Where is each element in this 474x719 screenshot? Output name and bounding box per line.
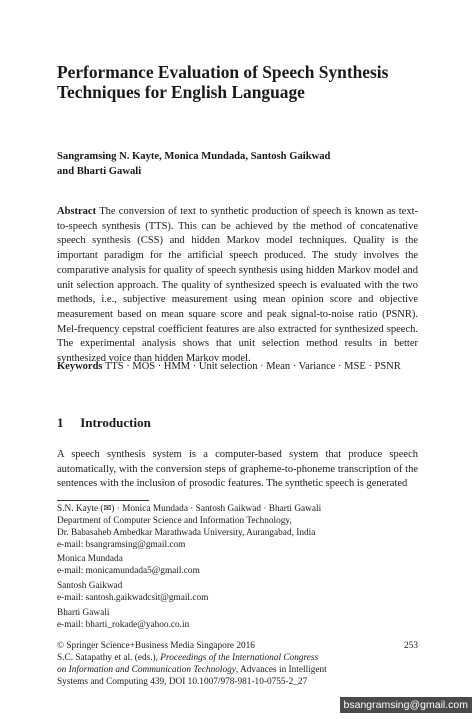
abstract-text: The conversion of text to synthetic production of speech is known as text-to-speech synthesis (TTS). This can be achieved by the method of concatenative speech synthesis (CSS) and hidden Markov model techniques. Quality is the important paradigm for the artificial speech produced. The study involves the comparative analysis for quality of speech synthesis using hidden Markov model and unit selection approach. The quality of synthesized speech is evaluated with the two methods, i.e., subjective measurement using mean opinion score and objective measurement based on mean square score and peak signal-to-noise ratio (PSNR). Mel-frequency cepstral coefficient features are also extracted for synthesized speech. The experimental analysis shows that unit selection method results in better synthesized voice than hidden Markov model.	[57, 206, 419, 365]
affiliation-department: Department of Computer Science and Information Technology,	[57, 516, 292, 527]
citation-proceedings-cont: on Information and Communication Technology	[57, 665, 236, 676]
publication-footer	[57, 640, 418, 688]
contact-gaikwad	[57, 580, 418, 604]
citation-editors: S.C. Satapathy et al. (eds.),	[57, 653, 161, 664]
intro-paragraph: A speech synthesis system is a computer-based system that produce speech automatically, with the conversion steps of grapheme-to-phoneme transcription of the sentences with the inclusion of prosodic features. The synthetic speech is generated	[57, 449, 418, 490]
contact-name: Santosh Gaikwad	[57, 581, 123, 591]
author-list	[57, 149, 437, 179]
copyright-notice: © Springer Science+Business Media Singapore 2016	[57, 641, 255, 651]
keywords-label: Keywords	[57, 361, 103, 372]
authors-line-2: and Bharti Gawali	[57, 166, 142, 177]
email-watermark: bsangramsing@gmail.com	[340, 697, 472, 713]
contact-email[interactable]: e-mail: santosh.gaikwadcsit@gmail.com	[57, 593, 209, 604]
citation-line-1	[57, 652, 418, 664]
contact-email[interactable]: e-mail: monicamundada5@gmail.com	[57, 566, 200, 577]
page-number: 253	[404, 641, 418, 651]
affiliation-university: Dr. Babasaheb Ambedkar Marathwada University, Aurangabad, India	[57, 528, 316, 539]
contact-name: Monica Mundada	[57, 554, 123, 564]
citation-line-2	[57, 664, 418, 676]
citation-proceedings: Proceedings of the International Congress	[160, 653, 319, 664]
citation-series: , Advances in Intelligent	[235, 665, 327, 676]
affiliation-email[interactable]: e-mail: bsangramsing@gmail.com	[57, 540, 186, 551]
section-heading	[57, 415, 151, 431]
keywords	[57, 360, 418, 375]
affiliation-authors: S.N. Kayte (✉) · Monica Mundada · Santosh Gaikwad · Bharti Gawali	[57, 504, 322, 514]
footnote-divider	[57, 500, 149, 501]
citation-line-3: Systems and Computing 439, DOI 10.1007/978-981-10-0755-2_27	[57, 677, 308, 688]
contact-name: Bharti Gawali	[57, 608, 110, 618]
contact-gawali	[57, 607, 418, 631]
abstract-label: Abstract	[57, 206, 97, 217]
authors-line-1: Sangramsing N. Kayte, Monica Mundada, Santosh Gaikwad	[57, 151, 331, 162]
section-title: Introduction	[80, 415, 151, 430]
paper-title: Performance Evaluation of Speech Synthesis Techniques for English Language	[57, 62, 389, 102]
contact-email[interactable]: e-mail: bharti_rokade@yahoo.co.in	[57, 620, 190, 631]
abstract	[57, 205, 418, 367]
contact-mundada	[57, 553, 418, 577]
section-number: 1	[57, 415, 64, 430]
author-affiliation	[57, 503, 418, 551]
keywords-text: TTS · MOS · HMM · Unit selection · Mean · Variance · MSE · PSNR	[104, 361, 401, 372]
